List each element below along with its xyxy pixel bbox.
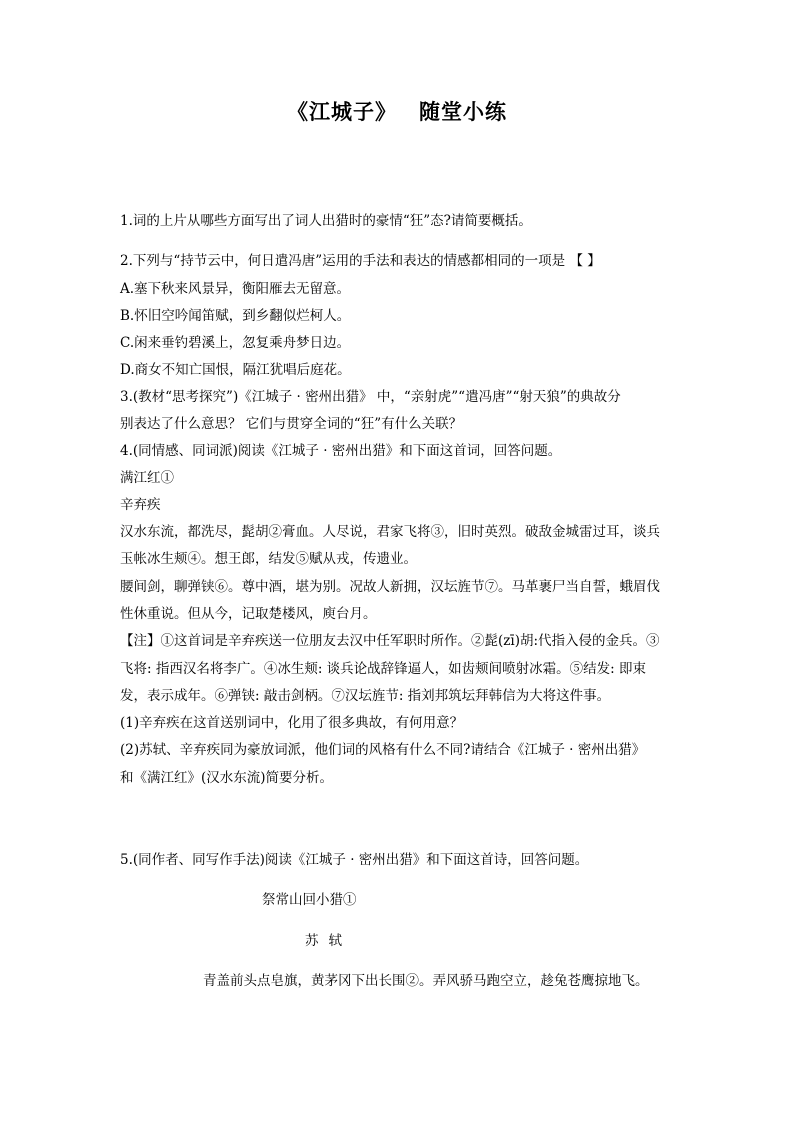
sub-question-1: (1)辛弃疾在这首送别词中，化用了很多典故，有何用意？ <box>120 715 464 731</box>
question-2-stem: 2.下列与“持节云中，何日遣冯唐”运用的手法和表达的情感都相同的一项是 【 】 <box>120 253 601 269</box>
question-2-option-b: B.怀旧空吟闻笛赋，到乡翻似烂柯人。 <box>120 308 351 324</box>
title-part2: 随堂小练 <box>419 99 507 124</box>
annotation-line: 飞将: 指西汉名将李广。④冰生颊: 谈兵论战辞锋逼人，如齿颊间喷射冰霜。⑤结发: 即束 <box>120 661 647 677</box>
poem-title: 满江红① <box>120 470 174 486</box>
page-title <box>0 96 794 126</box>
question-2-option-d: D.商女不知亡国恨，隔江犹唱后庭花。 <box>120 362 351 378</box>
question-2-option-c: C.闲来垂钓碧溪上，忽复乘舟梦日边。 <box>120 335 351 351</box>
question-5-intro: 5.(同作者、同写作手法)阅读《江城子 · 密州出猎》和下面这首诗，回答问题。 <box>120 852 589 868</box>
poem-author: 辛弃疾 <box>120 497 161 513</box>
poem-title: 祭常山回小猎① <box>262 892 357 908</box>
question-3-line-2: 别表达了什么意思？ 它们与贯穿全词的“狂”有什么关联？ <box>120 416 463 432</box>
question-4-intro: 4.(同情感、同词派)阅读《江城子 · 密州出猎》和下面这首词，回答问题。 <box>120 443 562 459</box>
annotation-line: 【注】①这首词是辛弃疾送一位朋友去汉中任军职时所作。②髭(zī)胡:代指入侵的金兵。③ <box>120 633 660 649</box>
poem-line: 汉水东流，都洗尽，髭胡②膏血。人尽说，君家飞将③，旧时英烈。破敌金城雷过耳，谈兵 <box>120 524 660 540</box>
question-1: 1.词的上片从哪些方面写出了词人出猎时的豪情“狂”态?请简要概括。 <box>120 213 532 229</box>
poem-line: 腰间剑，聊弹铗⑥。尊中酒，堪为别。况故人新拥，汉坛旌节⑦。马革裹尸当自誓，蛾眉伐 <box>120 579 660 595</box>
question-2-option-a: A.塞下秋来风景异，衡阳雁去无留意。 <box>120 281 351 297</box>
sub-question-2: (2)苏轼、辛弃疾同为豪放词派，他们词的风格有什么不同?请结合《江城子 · 密州出猎》 <box>120 742 646 758</box>
poem-line: 玉帐冰生颊④。想王郎，结发⑤赋从戎，传遗业。 <box>120 551 417 567</box>
annotation-line: 发，表示成年。⑥弹铗: 敲击剑柄。⑦汉坛旌节: 指刘邦筑坛拜韩信为大将这件事。 <box>120 688 611 704</box>
title-part1: 《江城子》 <box>287 99 397 124</box>
poem-line: 性休重说。但从今，记取楚楼风，庾台月。 <box>120 606 377 622</box>
question-3-line-1: 3.(教材“思考探究”)《江城子 · 密州出猎》 中，“亲射虎”“遣冯唐”“射天狼”的典故分 <box>120 389 621 405</box>
poem-author: 苏轼 <box>305 933 352 949</box>
sub-question-2-continued: 和《满江红》(汉水东流)简要分析。 <box>120 770 334 786</box>
poem-line: 青盖前头点皂旗，黄茅冈下出长围②。弄风骄马跑空立，趁兔苍鹰掠地飞。 <box>203 973 649 989</box>
